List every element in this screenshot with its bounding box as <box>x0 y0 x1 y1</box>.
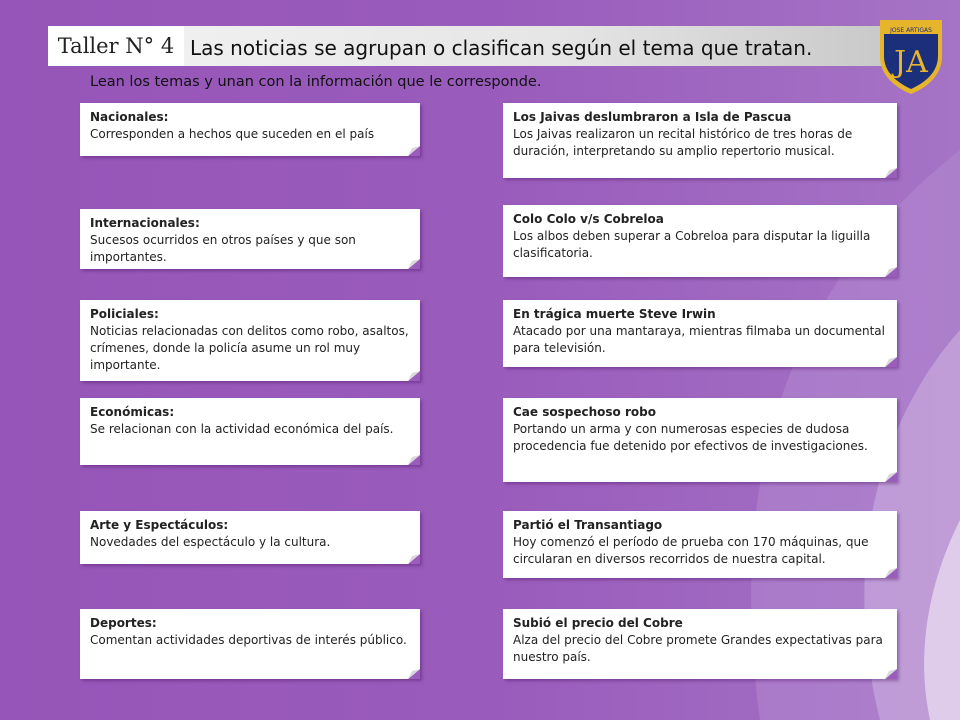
page-fold-icon <box>885 357 897 367</box>
page-fold-icon <box>885 472 897 482</box>
news-card-jaivas[interactable] <box>503 103 897 178</box>
category-name: Deportes: <box>90 616 157 630</box>
news-text: Alza del precio del Cobre promete Grandes expectativas para nuestro país. <box>513 633 883 664</box>
instructions: Lean los temas y unan con la información que le corresponde. <box>90 74 542 90</box>
category-desc: Corresponden a hechos que suceden en el país <box>90 127 375 141</box>
news-text: Portando un arma y con numerosas especies de dudosa procedencia fue detenido por efectivos de investigaciones. <box>513 422 868 453</box>
page-fold-icon <box>885 168 897 178</box>
category-desc: Novedades del espectáculo y la cultura. <box>90 535 331 549</box>
page-fold-icon <box>408 455 420 465</box>
news-text: Los Jaivas realizaron un recital histórico de tres horas de duración, interpretando su amplio repertorio musical. <box>513 127 853 158</box>
category-name: Arte y Espectáculos: <box>90 518 229 532</box>
logo-initials: JA <box>894 45 928 80</box>
news-headline: Los Jaivas deslumbraron a Isla de Pascua <box>513 110 792 124</box>
news-card-robo[interactable] <box>503 398 897 482</box>
category-card-internacionales[interactable] <box>80 209 420 269</box>
page-fold-icon <box>885 669 897 679</box>
news-headline: Cae sospechoso robo <box>513 405 656 419</box>
news-card-steve-irwin[interactable] <box>503 300 897 367</box>
page-fold-icon <box>408 554 420 564</box>
news-card-cobre[interactable] <box>503 609 897 679</box>
news-headline: En trágica muerte Steve Irwin <box>513 307 716 321</box>
news-text: Atacado por una mantaraya, mientras filmaba un documental para televisión. <box>513 324 885 355</box>
page-fold-icon <box>408 669 420 679</box>
category-card-policiales[interactable] <box>80 300 420 381</box>
page-fold-icon <box>408 146 420 156</box>
news-card-transantiago[interactable] <box>503 511 897 578</box>
news-card-colo-colo[interactable] <box>503 205 897 277</box>
category-name: Policiales: <box>90 307 159 321</box>
category-name: Económicas: <box>90 405 175 419</box>
news-text: Los albos deben superar a Cobreloa para disputar la liguilla clasificatoria. <box>513 229 871 260</box>
category-desc: Comentan actividades deportivas de interés público. <box>90 633 407 647</box>
category-card-deportes[interactable] <box>80 609 420 679</box>
page-fold-icon <box>885 568 897 578</box>
category-desc: Noticias relacionadas con delitos como robo, asaltos, crímenes, donde la policía asume un rol muy importante. <box>90 324 409 372</box>
taller-label: Taller N° 4 <box>48 26 184 66</box>
shield-icon <box>876 16 946 96</box>
school-logo <box>876 16 946 100</box>
category-card-nacionales[interactable] <box>80 103 420 156</box>
category-card-economicas[interactable] <box>80 398 420 465</box>
category-card-arte-espectaculos[interactable] <box>80 511 420 564</box>
page-fold-icon <box>408 371 420 381</box>
news-headline: Subió el precio del Cobre <box>513 616 683 630</box>
news-text: Hoy comenzó el período de prueba con 170 máquinas, que circularan en diversos recorridos de nuestra capital. <box>513 535 869 566</box>
page-fold-icon <box>885 267 897 277</box>
category-desc: Sucesos ocurridos en otros países y que son importantes. <box>90 233 356 264</box>
logo-text: JOSE ARTIGAS <box>890 27 932 34</box>
page-fold-icon <box>408 259 420 269</box>
news-headline: Partió el Transantiago <box>513 518 663 532</box>
page-title: Las noticias se agrupan o clasifican según el tema que tratan. <box>190 36 813 60</box>
category-name: Internacionales: <box>90 216 200 230</box>
category-desc: Se relacionan con la actividad económica del país. <box>90 422 394 436</box>
news-headline: Colo Colo v/s Cobreloa <box>513 212 664 226</box>
category-name: Nacionales: <box>90 110 169 124</box>
